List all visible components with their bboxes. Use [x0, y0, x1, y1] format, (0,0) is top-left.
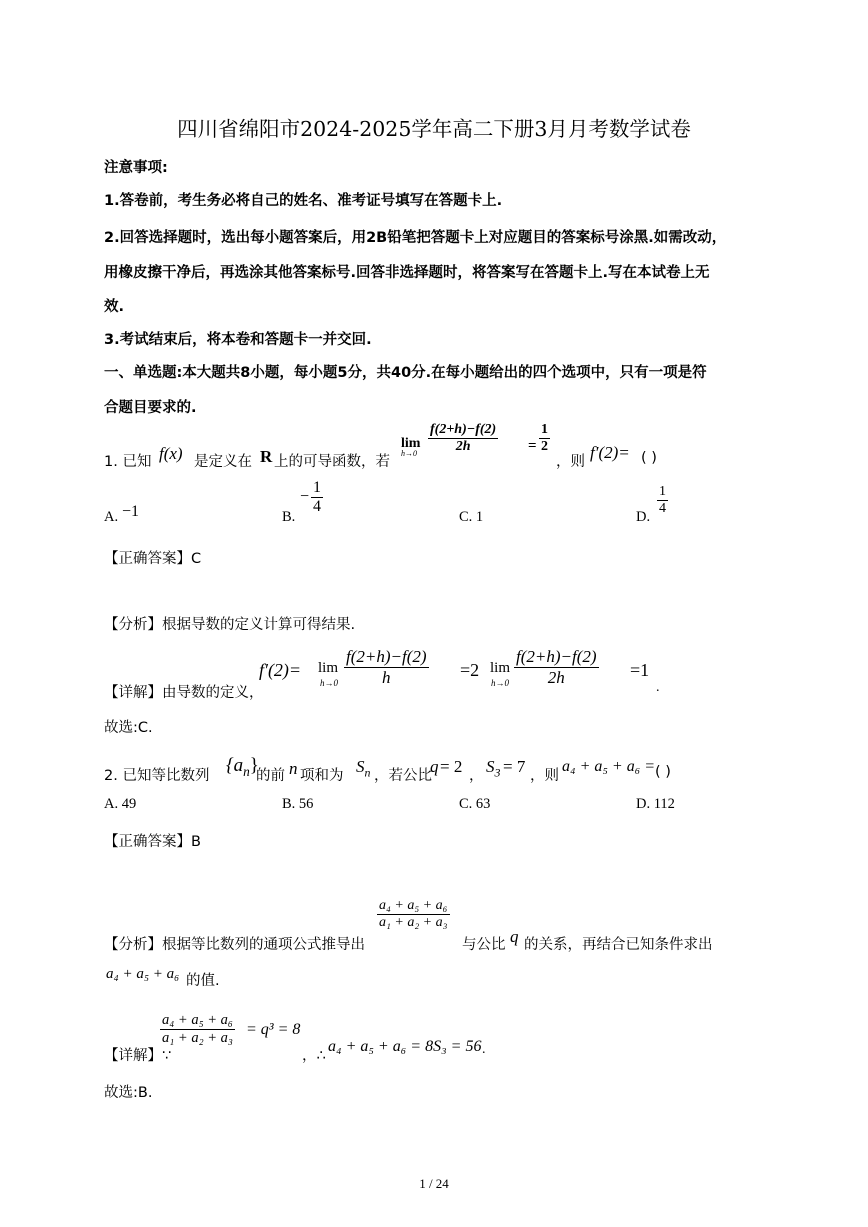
q2-option-d: D. 112 [636, 796, 675, 812]
q2-analysis-den: a₁ + a₂ + a₃ [379, 915, 448, 931]
q2-analysis-q: q [510, 927, 519, 946]
q2-S3 [486, 757, 500, 780]
q1-eq: = [528, 438, 537, 454]
q2-prefix: 2. 已知等比数列 [104, 768, 210, 784]
q1-option-d-num: 1 [657, 484, 668, 501]
q1-option-b-num: 1 [311, 479, 323, 498]
q1-option-d-den: 4 [659, 501, 666, 517]
q2-S: S [356, 757, 365, 776]
q2-text-mid2: 项和为 [300, 768, 344, 784]
q2-sum: a₄ + a₅ + a₆ = [562, 758, 656, 775]
q2-seq-sub: n [243, 763, 250, 779]
notice-item-2-line-2: 用橡皮擦干净后，再选涂其他答案标号.回答非选择题时，将答案写在答题卡上.写在本试卷上无 [104, 265, 710, 281]
q1-detail-lim-2-sub: h→0 [491, 678, 509, 688]
q1-half-num: 1 [539, 422, 550, 439]
q1-lim-sub: h→0 [401, 449, 417, 458]
q1-fraction [428, 422, 498, 455]
q1-detail-dot: . [656, 680, 660, 695]
q1-prefix: 1. 已知 [104, 454, 152, 470]
q1-analysis: 【分析】根据导数的定义计算可得结果. [104, 617, 356, 633]
q2-analysis-line2-suffix: 的值. [186, 973, 220, 989]
q2-n: n [289, 759, 298, 778]
q1-fprime: f′(2)= [590, 443, 630, 462]
q1-lim: lim [401, 436, 421, 451]
q2-analysis-suffix: 的关系，再结合已知条件求出 [524, 937, 713, 953]
q1-detail-fraction-1 [344, 647, 429, 687]
q2-seq [226, 755, 259, 780]
q2-option-a: A. 49 [104, 796, 137, 812]
notice-item-3: 3.考试结束后，将本卷和答题卡一并交回. [104, 332, 372, 348]
q2-text-mid3: ，若公比 [374, 768, 432, 784]
q2-seq-close: } [249, 755, 259, 776]
q2-detail-eq: = q³ = 8 [246, 1021, 301, 1038]
q1-detail-num-2: f(2+h)−f(2) [516, 647, 597, 666]
q2-S3-sub: 3 [494, 765, 501, 780]
q1-option-b-fraction [311, 479, 323, 517]
q1-detail-fraction-2 [514, 647, 599, 687]
q1-fx: f(x) [159, 444, 183, 463]
section-heading-line-1: 一、单选题:本大题共8小题，每小题5分，共40分.在每小题给出的四个选项中，只有一项是符 [104, 365, 707, 381]
q2-comma: ， [469, 768, 484, 784]
q2-paren: ( ) [655, 764, 671, 780]
q2-choose: 故选:B. [104, 1085, 153, 1101]
q1-detail-lim-2: lim [490, 660, 511, 676]
q2-text-mid: 的前 [256, 768, 285, 784]
q1-then: ，则 [556, 454, 585, 470]
page-title: 四川省绵阳市2024-2025学年高二下册3月月考数学试卷 [177, 117, 691, 141]
q2-detail-num: a₄ + a₅ + a₆ [162, 1012, 233, 1028]
q1-detail-lim: lim [318, 660, 339, 676]
q2-S-sub: n [364, 765, 371, 780]
q2-detail-dot: . [482, 1042, 486, 1057]
q1-text-mid2: 上的可导函数，若 [274, 454, 390, 470]
q2-option-c: C. 63 [459, 796, 491, 812]
q1-half [539, 422, 550, 455]
q1-detail-eq2: =2 [460, 660, 480, 680]
q1-detail-den-1: h [382, 667, 391, 687]
q2-S3-eq: = 7 [503, 757, 526, 776]
q1-detail-fprime: f′(2)= [259, 660, 302, 680]
notice-heading: 注意事项: [104, 160, 168, 176]
q2-detail-result: a₄ + a₅ + a₆ = 8S₃ = 56 [328, 1038, 482, 1055]
q2-detail-mid: ，∴ [302, 1048, 326, 1064]
notice-item-2-line-3: 效. [104, 299, 125, 315]
q2-option-b: B. 56 [282, 796, 314, 812]
q2-analysis-num: a₄ + a₅ + a₆ [377, 898, 450, 915]
q1-option-d-fraction [657, 484, 668, 517]
q2-detail-den: a₁ + a₂ + a₃ [162, 1029, 233, 1046]
q2-S3-S: S [486, 757, 495, 776]
q1-choose: 故选:C. [104, 720, 153, 736]
notice-item-1: 1.答卷前，考生务必将自己的姓名、准考证号填写在答题卡上. [104, 193, 503, 209]
q2-q: q [430, 757, 439, 776]
q1-option-c: C. 1 [459, 509, 484, 525]
q1-frac-den: 2h [455, 439, 471, 455]
q1-frac-num: f(2+h)−f(2) [428, 422, 498, 439]
q1-detail-num-1: f(2+h)−f(2) [346, 647, 427, 666]
q1-option-d-label: D. [636, 509, 651, 525]
q1-option-b-den: 4 [313, 498, 321, 516]
q1-text-mid: 是定义在 [194, 454, 252, 470]
q2-Sn [356, 757, 370, 780]
q2-answer: 【正确答案】B [104, 834, 201, 850]
q1-detail-lim-sub: h→0 [320, 678, 338, 688]
q1-option-a-label: A. [104, 509, 119, 525]
q2-detail-prefix: 【详解】∵ [104, 1048, 172, 1064]
q2-analysis-mid: 与公比 [462, 937, 506, 953]
q2-q-eq: = 2 [440, 757, 463, 776]
page-number: 1 / 24 [419, 1176, 449, 1191]
q1-option-b-sign: − [300, 488, 310, 505]
q2-then: ，则 [530, 768, 559, 784]
q2-analysis-prefix: 【分析】根据等比数列的通项公式推导出 [104, 937, 365, 953]
q1-option-a-value: −1 [122, 503, 140, 520]
q1-option-b-label: B. [282, 509, 296, 525]
section-heading-line-2: 合题目要求的. [104, 400, 197, 416]
q1-answer: 【正确答案】C [104, 551, 202, 567]
q2-analysis-fraction [377, 898, 450, 931]
q1-R: R [260, 447, 273, 466]
q1-detail-result: =1 [630, 660, 650, 680]
q2-analysis-line2-expr: a₄ + a₅ + a₆ [106, 966, 180, 982]
q1-detail-prefix: 【详解】由导数的定义， [104, 685, 264, 701]
q2-seq-a: {a [226, 755, 244, 776]
notice-item-2-line-1: 2.回答选择题时，选出每小题答案后，用2B铅笔把答题卡上对应题目的答案标号涂黑.如需改动， [104, 230, 727, 246]
q2-detail-fraction [160, 1012, 235, 1046]
q1-detail-den-2: 2h [547, 667, 565, 687]
q1-half-den: 2 [541, 439, 548, 455]
q1-paren: ( ) [641, 450, 657, 466]
